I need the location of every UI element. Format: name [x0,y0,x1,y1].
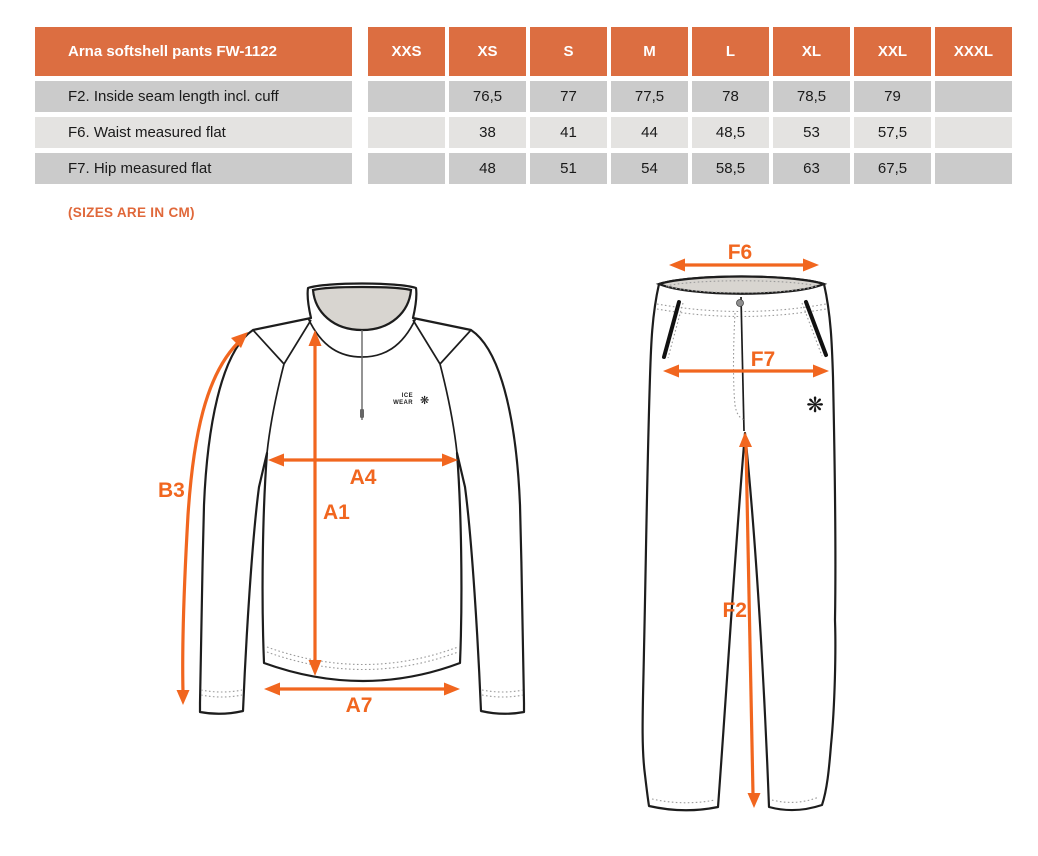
label-a7: A7 [345,694,373,717]
label-f2: F2 [722,599,747,622]
size-header-xs: XS [449,27,526,76]
size-header-xl: XL [773,27,850,76]
size-header-l: L [692,27,769,76]
size-header-m: M [611,27,688,76]
value-cell: 38 [449,117,526,148]
row-label-cell: F2. Inside seam length incl. cuff [35,81,352,112]
icewear-logo-line2: WEAR [393,400,413,406]
value-cell: 78,5 [773,81,850,112]
value-cell: 78 [692,81,769,112]
label-f7: F7 [750,348,776,371]
value-cell: 63 [773,153,850,184]
value-cell: 48,5 [692,117,769,148]
size-header-xxs: XXS [368,27,445,76]
zipper-pull-icon [360,409,364,418]
row-label-cell: F6. Waist measured flat [35,117,352,148]
table-title-cell: Arna softshell pants FW-1122 [35,27,352,76]
size-header-xxl: XXL [854,27,931,76]
icewear-logo-line1: ICE [401,393,413,399]
pants-outline [643,277,836,811]
snowflake-icon: ❋ [806,393,824,417]
arrowhead [264,683,280,696]
value-cell: 76,5 [449,81,526,112]
snowflake-icon: ❋ [420,394,430,407]
value-cell: 44 [611,117,688,148]
sweater-diagram [158,284,524,718]
label-b3: B3 [158,479,185,502]
arrowhead [803,259,819,272]
label-f6: F6 [727,241,753,264]
label-a4: A4 [349,466,377,489]
value-cell: 53 [773,117,850,148]
waist-button-icon [737,300,744,307]
value-cell: 54 [611,153,688,184]
sizes-unit-note: (SIZES ARE IN CM) [68,205,195,220]
value-cell: 51 [530,153,607,184]
size-header-xxxl: XXXL [935,27,1012,76]
size-header-s: S [530,27,607,76]
value-cell: 57,5 [854,117,931,148]
value-cell: 79 [854,81,931,112]
arrowhead [748,793,761,808]
row-label-cell: F7. Hip measured flat [35,153,352,184]
pants-diagram [643,241,836,810]
arrowhead [444,683,460,696]
label-a1: A1 [323,501,350,524]
value-cell: 48 [449,153,526,184]
value-cell: 67,5 [854,153,931,184]
value-cell: 41 [530,117,607,148]
value-cell: 77 [530,81,607,112]
arrowhead [177,690,190,705]
arrowhead [669,259,685,272]
value-cell: 77,5 [611,81,688,112]
value-cell: 58,5 [692,153,769,184]
